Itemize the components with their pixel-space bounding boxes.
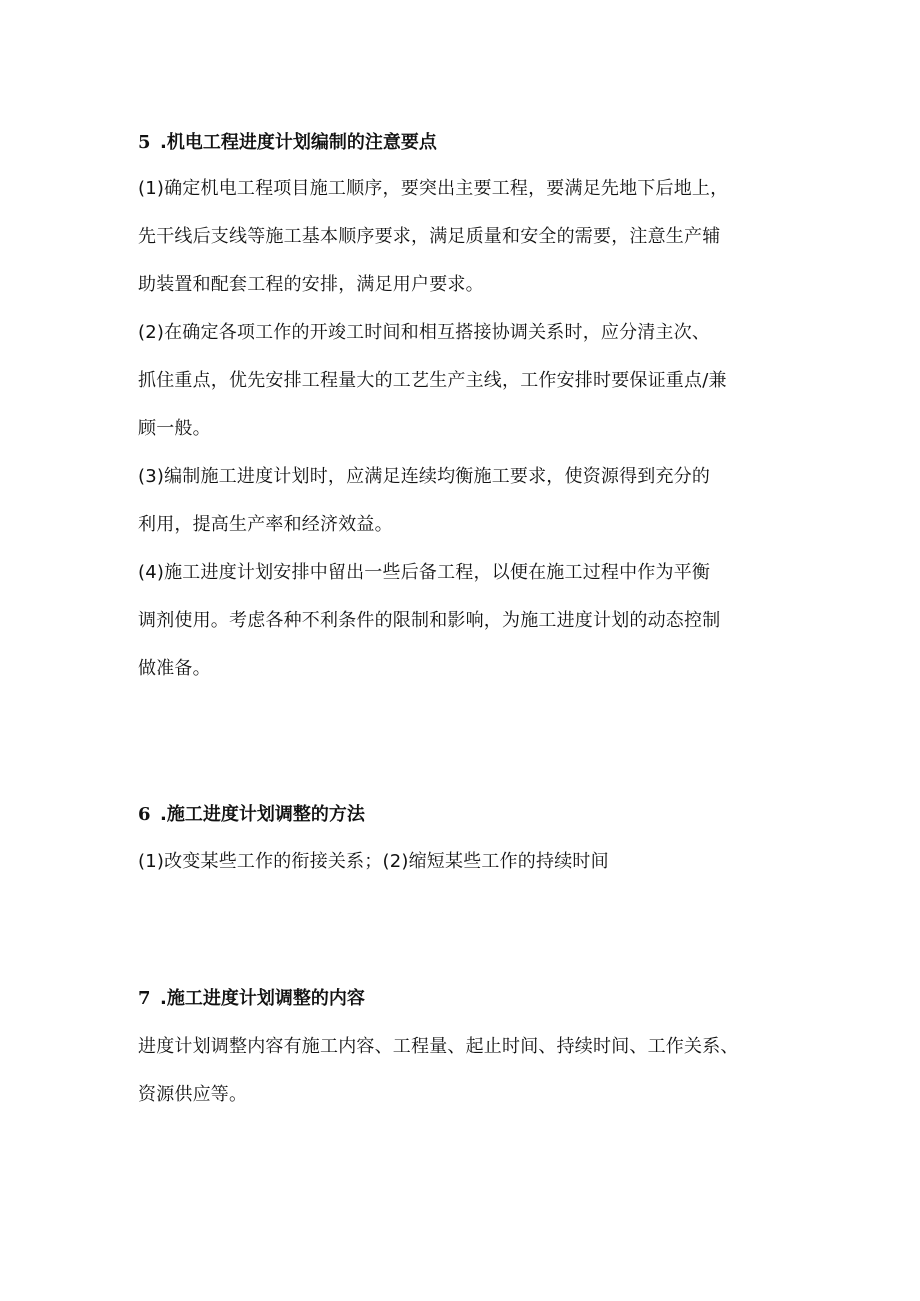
section-7-number: 7 [138, 988, 151, 1009]
section-5-title: .机电工程进度计划编制的注意要点 [160, 132, 437, 153]
section-5-line: (4)施工进度计划安排中留出一些后备工程，以便在施工过程中作为平衡 [138, 562, 711, 583]
section-7-line: 资源供应等。 [138, 1084, 248, 1105]
section-6-line: (1)改变某些工作的衔接关系；(2)缩短某些工作的持续时间 [138, 851, 609, 872]
section-5-line: 助装置和配套工程的安排，满足用户要求。 [138, 274, 484, 295]
section-7-body [138, 1023, 818, 1119]
section-6-number: 6 [138, 804, 151, 825]
section-5-body [138, 165, 818, 693]
section-5-number: 5 [138, 132, 151, 153]
section-5-line: 利用，提高生产率和经济效益。 [138, 514, 393, 535]
section-5-line: 抓住重点，优先安排工程量大的工艺生产主线，工作安排时要保证重点/兼 [138, 370, 727, 391]
section-5-line: (1)确定机电工程项目施工顺序，要突出主要工程，要满足先地下后地上， [138, 178, 729, 199]
section-7-title: .施工进度计划调整的内容 [160, 988, 365, 1009]
section-5-heading [138, 131, 818, 155]
section-5-line: (2)在确定各项工作的开竣工时间和相互搭接协调关系时，应分清主次、 [138, 322, 711, 343]
section-5-line: (3)编制施工进度计划时，应满足连续均衡施工要求，使资源得到充分的 [138, 466, 711, 487]
section-5-line: 顾一般。 [138, 418, 211, 439]
section-5-line: 做准备。 [138, 658, 211, 679]
section-6-heading [138, 803, 818, 827]
section-7-heading [138, 987, 818, 1011]
section-5-line: 先干线后支线等施工基本顺序要求，满足质量和安全的需要，注意生产辅 [138, 226, 721, 247]
section-6-body [138, 838, 818, 886]
section-7-line: 进度计划调整内容有施工内容、工程量、起止时间、持续时间、工作关系、 [138, 1036, 739, 1057]
section-6-title: .施工进度计划调整的方法 [160, 804, 365, 825]
section-5-line: 调剂使用。考虑各种不利条件的限制和影响，为施工进度计划的动态控制 [138, 610, 721, 631]
